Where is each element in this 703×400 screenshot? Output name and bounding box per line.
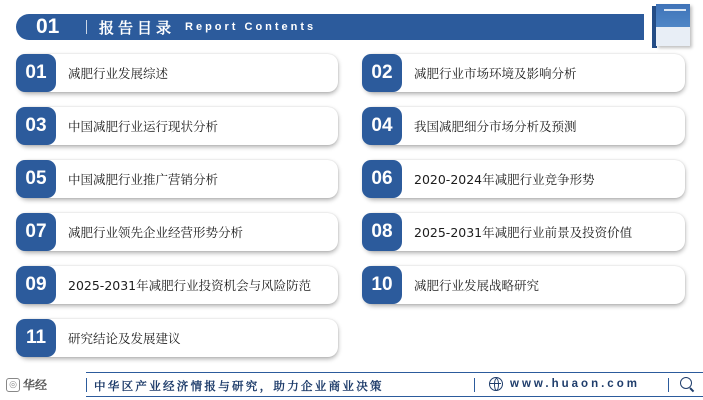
toc-item[interactable] (18, 107, 338, 145)
toc-item[interactable] (364, 213, 685, 251)
toc-item-number: 05 (16, 160, 56, 198)
footer-slogan: 中华区产业经济情报与研究，助力企业商业决策 (94, 379, 384, 393)
toc-item-number: 11 (16, 319, 56, 357)
website-link[interactable]: www.huaon.com (510, 378, 640, 390)
section-number: 01 (36, 15, 60, 38)
banner-divider (86, 20, 87, 34)
toc-item[interactable] (364, 160, 685, 198)
toc-item[interactable] (18, 266, 338, 304)
page-title: 报告目录 (99, 18, 176, 37)
footer-divider (668, 378, 669, 392)
toc-item-number: 07 (16, 213, 56, 251)
book-title-line (664, 9, 686, 11)
section-banner (16, 14, 644, 40)
toc-item[interactable] (364, 107, 685, 145)
toc-item-number: 08 (362, 213, 402, 251)
toc-item-label: 研究结论及发展建议 (68, 331, 181, 346)
footer (0, 372, 703, 398)
toc-item-number: 06 (362, 160, 402, 198)
brand-logo (6, 376, 47, 393)
toc-item-label: 中国减肥行业推广营销分析 (68, 172, 219, 187)
logo-mark-icon: ◎ (6, 378, 20, 392)
toc-item[interactable] (364, 54, 685, 92)
toc-item-label: 中国减肥行业运行现状分析 (68, 119, 219, 134)
toc-item[interactable] (18, 54, 338, 92)
toc-item-number: 04 (362, 107, 402, 145)
footer-divider (474, 378, 475, 392)
toc-item[interactable] (364, 266, 685, 304)
page-subtitle: Report Contents (185, 21, 317, 33)
toc-item-label: 减肥行业领先企业经营形势分析 (68, 225, 244, 240)
toc-item-label: 减肥行业市场环境及影响分析 (414, 66, 577, 81)
toc-item-number: 09 (16, 266, 56, 304)
footer-top-rule (86, 372, 703, 373)
toc-item-label: 2025-2031年减肥行业投资机会与风险防范 (68, 278, 312, 293)
toc-item-label: 我国减肥细分市场分析及预测 (414, 119, 577, 134)
search-icon[interactable] (680, 377, 692, 389)
toc-item[interactable] (18, 160, 338, 198)
toc-item-label: 减肥行业发展战略研究 (414, 278, 540, 293)
report-cover-icon (652, 4, 692, 48)
globe-icon (489, 377, 503, 391)
toc-item-label: 2025-2031年减肥行业前景及投资价值 (414, 225, 633, 240)
toc-item-number: 01 (16, 54, 56, 92)
toc-item[interactable] (18, 319, 338, 357)
brand-logo-text: 华经 (23, 378, 48, 392)
footer-divider (86, 378, 87, 392)
footer-bottom-rule (86, 396, 703, 397)
toc-item-number: 10 (362, 266, 402, 304)
toc-item-label: 减肥行业发展综述 (68, 66, 169, 81)
toc-item[interactable] (18, 213, 338, 251)
toc-item-number: 02 (362, 54, 402, 92)
toc-item-number: 03 (16, 107, 56, 145)
toc-item-label: 2020-2024年减肥行业竞争形势 (414, 172, 595, 187)
book-face (656, 4, 690, 46)
